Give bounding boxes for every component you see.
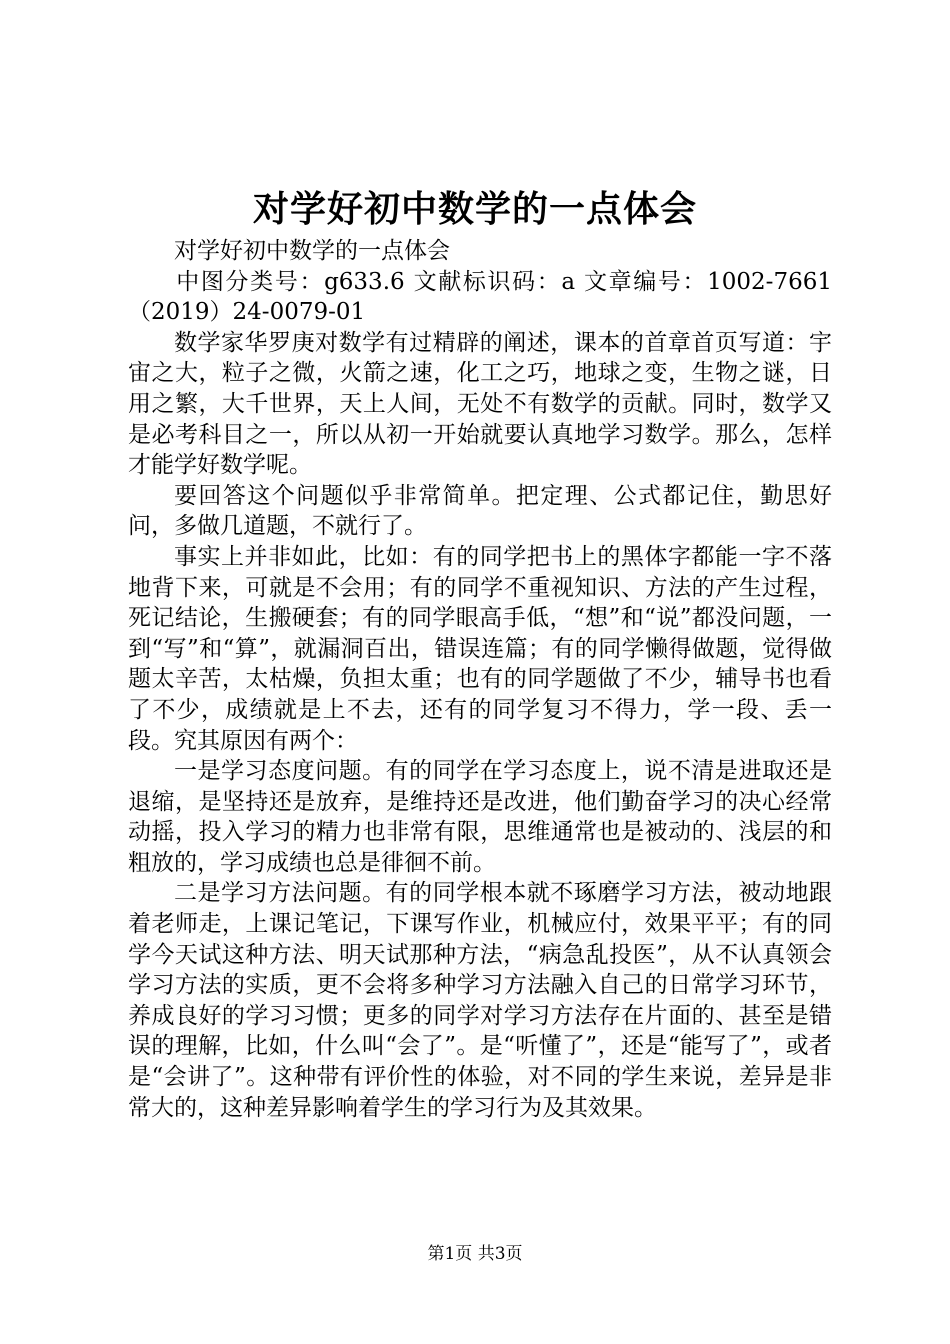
paragraph-body: 一是学习态度问题。有的同学在学习态度上，说不清是进取还是退缩，是坚持还是放弃，是维持还是改进，他们勤奋学习的决心经常动摇，投入学习的精力也非常有限，思维通常也是被动的、浅层的和粗放的，学习成绩也总是徘徊不前。 (128, 758, 832, 876)
paragraph-body: 事实上并非如此，比如：有的同学把书上的黑体字都能一字不落地背下来，可就是不会用；有的同学不重视知识、方法的产生过程，死记结论，生搬硬套；有的同学眼高手低，“想”和“说”都没问题，一到“写”和“算”，就漏洞百出，错误连篇；有的同学懒得做题，觉得做题太辛苦，太枯燥，负担太重；也有的同学题做了不少，辅导书也看了不少，成绩就是上不去，还有的同学复习不得力，学一段、丢一段。究其原因有两个： (128, 543, 832, 754)
document-title: 对学好初中数学的一点体会 (252, 188, 697, 230)
paragraph-subtitle: 对学好初中数学的一点体会 (174, 238, 450, 264)
paragraph-body: 要回答这个问题似乎非常简单。把定理、公式都记住，勤思好问，多做几道题，不就行了。 (128, 482, 832, 540)
paragraph-body: 数学家华罗庚对数学有过精辟的阐述，课本的首章首页写道：宇宙之大，粒子之微，火箭之速，化工之巧，地球之变，生物之谜，日用之繁，大千世界，天上人间，无处不有数学的贡献。同时，数学又是必考科目之一，所以从初一开始就要认真地学习数学。那么，怎样才能学好数学呢。 (128, 329, 832, 479)
page-number-footer: 第1页 共3页 (427, 1244, 523, 1264)
paragraph-body: 二是学习方法问题。有的同学根本就不琢磨学习方法，被动地跟着老师走，上课记笔记，下课写作业，机械应付，效果平平；有的同学今天试这种方法、明天试那种方法，“病急乱投医”，从不认真领会学习方法的实质，更不会将多种学习方法融入自己的日常学习环节，养成良好的学习习惯；更多的同学对学习方法存在片面的、甚至是错误的理解，比如，什么叫“会了”。是“听懂了”，还是“能写了”，或者是“会讲了”。这种带有评价性的体验，对不同的学生来说，差异是非常大的，这种差异影响着学生的学习行为及其效果。 (128, 880, 832, 1121)
document-body (128, 236, 832, 1123)
paragraph-classification: 中图分类号：g633.6 文献标识码：a 文章编号：1002-7661（2019）24-0079-01 (128, 268, 832, 326)
